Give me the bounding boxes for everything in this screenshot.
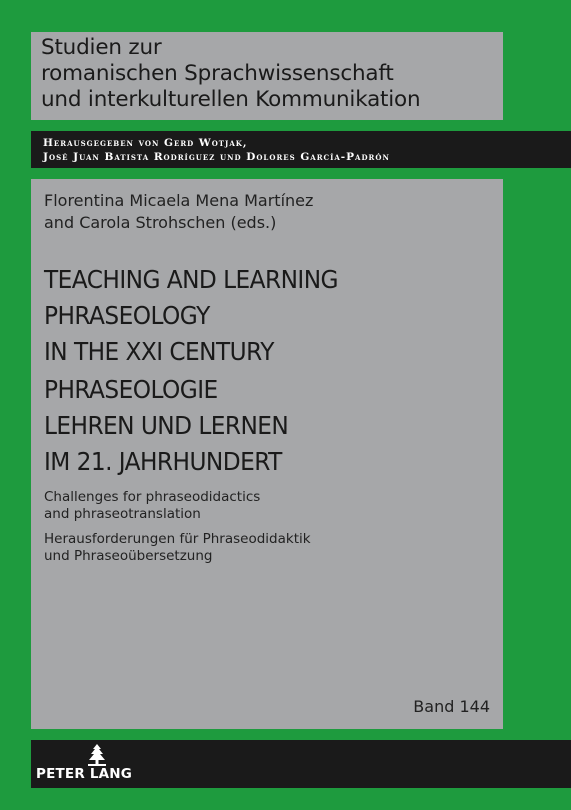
series-title: Studien zur romanischen Sprachwissenschaft und interkulturellen Kommunikation [41, 35, 421, 112]
book-subtitle-english: Challenges for phraseodidactics and phraseotranslation [44, 489, 261, 522]
series-editors: Herausgegeben von Gerd Wotjak, José Juan Batista Rodríguez und Dolores García-Padrón [43, 137, 390, 163]
book-editors: Florentina Micaela Mena Martínez and Carola Strohschen (eds.) [44, 191, 314, 232]
book-title-german: PHRASEOLOGIE LEHREN UND LERNEN IM 21. JAHRHUNDERT [44, 375, 289, 476]
book-title-english: TEACHING AND LEARNING PHRASEOLOGY IN THE XXI CENTURY [44, 265, 338, 366]
volume-number: Band 144 [413, 697, 490, 716]
editors-bar [31, 131, 571, 168]
publisher-bar [31, 740, 571, 788]
title-panel [31, 179, 503, 729]
publisher-name: PETER LANG [36, 766, 133, 782]
book-subtitle-german: Herausforderungen für Phraseodidaktik und Phraseoübersetzung [44, 531, 311, 564]
series-panel [31, 32, 503, 120]
tree-lamp-icon [84, 743, 110, 767]
